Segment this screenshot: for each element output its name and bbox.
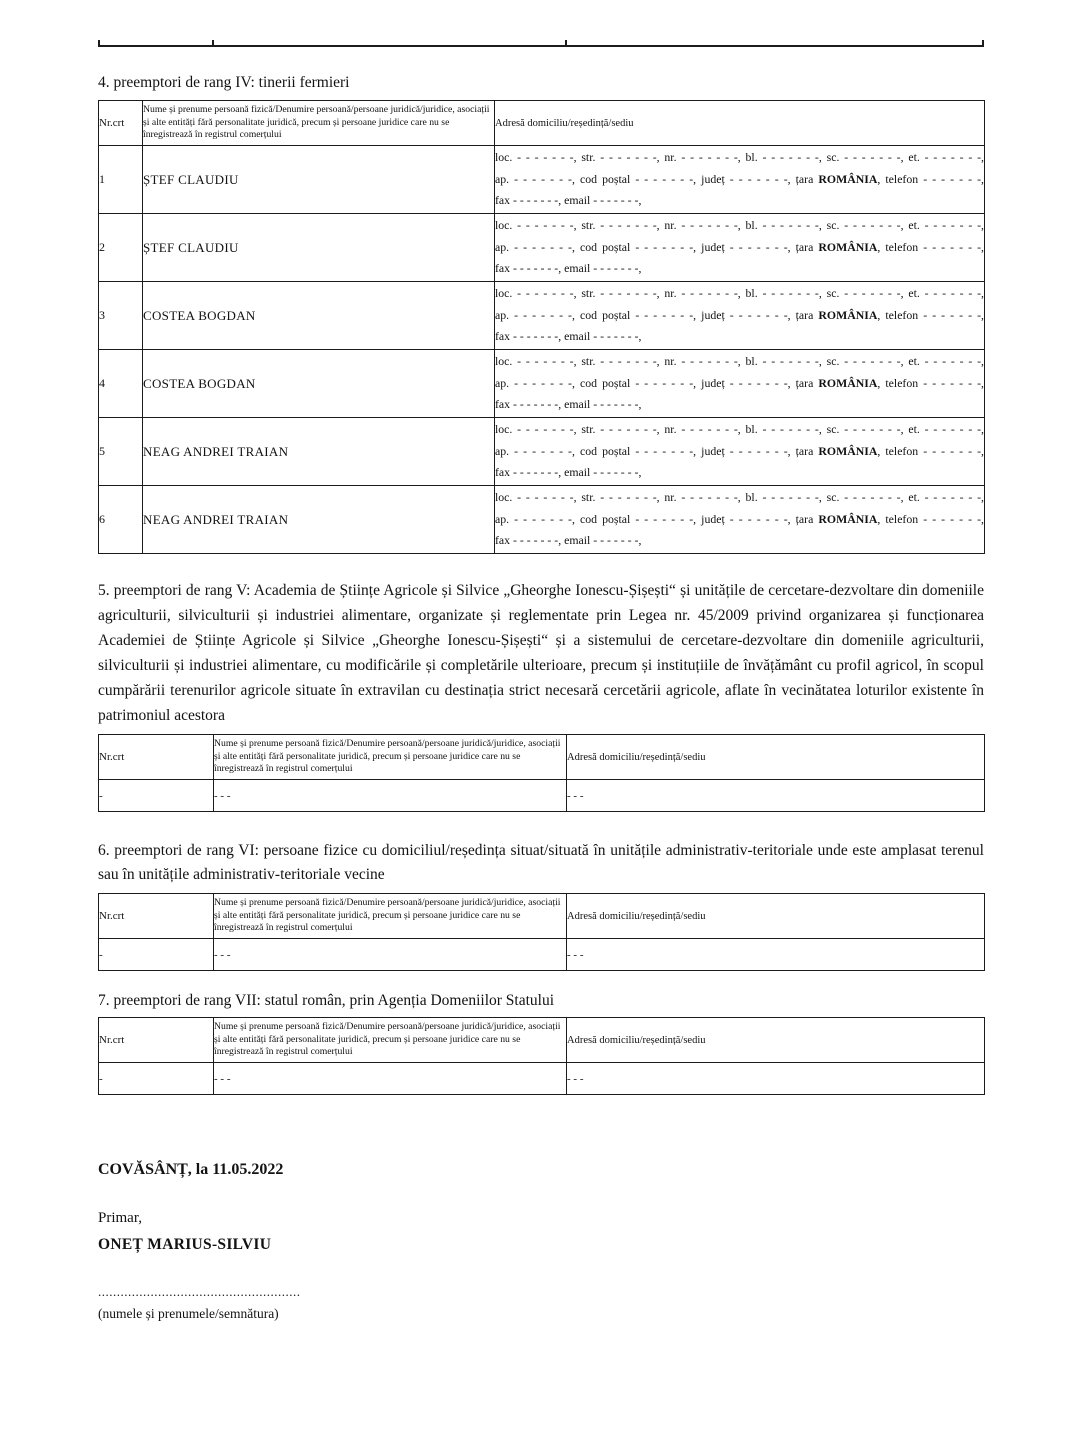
address-line-3: fax - - - - - - -, email - - - - - - -, — [495, 397, 642, 412]
row-number: 5 — [99, 418, 143, 486]
name-column-header: Nume și prenume persoană fizică/Denumire persoană/persoane juridică/juridice, asociații și alte entități fără personalitate juridică, precum și persoane juridice care nu se înregistrează în registrul comerțului — [214, 735, 567, 780]
table-edge-tick — [565, 40, 567, 45]
address-cell — [495, 214, 985, 282]
name-column-header: Nume și prenume persoană fizică/Denumire persoană/persoane juridică/juridice, asociații și alte entități fără personalitate juridică, precum și persoane juridice care nu se înregistrează în registrul comerțului — [214, 1018, 567, 1063]
table-header-row — [99, 735, 985, 780]
preemptor-name: COSTEA BOGDAN — [143, 350, 495, 418]
place-and-date: COVĂSÂNȚ, la 11.05.2022 — [98, 1161, 284, 1178]
row-number: 1 — [99, 146, 143, 214]
previous-page-table-bottom-edge — [98, 45, 984, 47]
address-line-1: loc. - - - - - - -, str. - - - - - - -, nr. - - - - - - -, bl. - - - - - - -, sc. - - - - - - -, et. - - - - - - -, — [495, 422, 984, 437]
section4-preemptors-table — [98, 100, 985, 554]
table-edge-tick — [982, 40, 984, 45]
country-name: ROMÂNIA — [818, 443, 878, 458]
document-page — [0, 45, 1079, 1445]
row-number: 4 — [99, 350, 143, 418]
address-column-header: Adresă domiciliu/reședință/sediu — [567, 735, 985, 780]
empty-table-row — [99, 1063, 985, 1095]
nr-column-header: Nr.crt — [99, 735, 214, 780]
address-cell — [495, 146, 985, 214]
address-line-1: loc. - - - - - - -, str. - - - - - - -, nr. - - - - - - -, bl. - - - - - - -, sc. - - - - - - -, et. - - - - - - -, — [495, 354, 984, 369]
preemptor-name: NEAG ANDREI TRAIAN — [143, 486, 495, 554]
country-name: ROMÂNIA — [818, 171, 878, 186]
nr-column-header: Nr.crt — [99, 1018, 214, 1063]
table-row — [99, 146, 985, 214]
row-number: - — [99, 780, 214, 812]
address-line-3: fax - - - - - - -, email - - - - - - -, — [495, 329, 642, 344]
name-column-header: Nume și prenume persoană fizică/Denumire persoană/persoane juridică/juridice, asociații și alte entități fără personalitate juridică, precum și persoane juridice care nu se înregistrează în registrul comerțului — [143, 101, 495, 146]
address-column-header: Adresă domiciliu/reședință/sediu — [567, 1018, 985, 1063]
section7-preemptors-table — [98, 1017, 985, 1095]
section5-preemptors-table — [98, 734, 985, 812]
name-column-header: Nume și prenume persoană fizică/Denumire persoană/persoane juridică/juridice, asociații și alte entități fără personalitate juridică, precum și persoane juridice care nu se înregistrează în registrul comerțului — [214, 894, 567, 939]
table-row — [99, 214, 985, 282]
address-cell — [495, 418, 985, 486]
address-column-header: Adresă domiciliu/reședință/sediu — [567, 894, 985, 939]
address-cell — [495, 282, 985, 350]
country-name: ROMÂNIA — [818, 239, 878, 254]
address-cell — [495, 486, 985, 554]
address-line-2: ap. - - - - - - -, cod poștal - - - - - - -, județ - - - - - - -, țara ROMÂNIA, telefon - - - - - - -, — [495, 239, 984, 254]
address-line-3: fax - - - - - - -, email - - - - - - -, — [495, 193, 642, 208]
preemptor-name: COSTEA BOGDAN — [143, 282, 495, 350]
row-number: 3 — [99, 282, 143, 350]
address-cell — [495, 350, 985, 418]
section7-heading: 7. preemptori de rang VII: statul român, prin Agenția Domeniilor Statului — [98, 992, 555, 1009]
row-number: 2 — [99, 214, 143, 282]
address-line-1: loc. - - - - - - -, str. - - - - - - -, nr. - - - - - - -, bl. - - - - - - -, sc. - - - - - - -, et. - - - - - - -, — [495, 286, 984, 301]
address-line-3: fax - - - - - - -, email - - - - - - -, — [495, 261, 642, 276]
preemptor-name: - - - — [214, 1063, 567, 1095]
signature-line: ...................................................... — [98, 1284, 301, 1299]
signer-name: ONEȚ MARIUS-SILVIU — [98, 1236, 272, 1253]
address-line-1: loc. - - - - - - -, str. - - - - - - -, nr. - - - - - - -, bl. - - - - - - -, sc. - - - - - - -, et. - - - - - - -, — [495, 490, 984, 505]
nr-column-header: Nr.crt — [99, 101, 143, 146]
preemptor-name: ȘTEF CLAUDIU — [143, 214, 495, 282]
section6-heading: 6. preemptori de rang VI: persoane fizice cu domiciliul/reședința situat/situată în unitățile administrativ-teritoriale unde este amplasat terenul sau în unitățile administrativ-teritoriale vecine — [98, 842, 984, 883]
country-name: ROMÂNIA — [818, 511, 878, 526]
address-line-1: loc. - - - - - - -, str. - - - - - - -, nr. - - - - - - -, bl. - - - - - - -, sc. - - - - - - -, et. - - - - - - -, — [495, 218, 984, 233]
address-cell: - - - — [567, 780, 985, 812]
table-row — [99, 350, 985, 418]
empty-table-row — [99, 939, 985, 971]
address-line-2: ap. - - - - - - -, cod poștal - - - - - - -, județ - - - - - - -, țara ROMÂNIA, telefon - - - - - - -, — [495, 171, 984, 186]
preemptor-name: ȘTEF CLAUDIU — [143, 146, 495, 214]
table-edge-tick — [212, 40, 214, 45]
address-line-2: ap. - - - - - - -, cod poștal - - - - - - -, județ - - - - - - -, țara ROMÂNIA, telefon - - - - - - -, — [495, 443, 984, 458]
table-header-row — [99, 1018, 985, 1063]
address-line-3: fax - - - - - - -, email - - - - - - -, — [495, 465, 642, 480]
address-line-3: fax - - - - - - -, email - - - - - - -, — [495, 533, 642, 548]
country-name: ROMÂNIA — [818, 307, 878, 322]
address-line-2: ap. - - - - - - -, cod poștal - - - - - - -, județ - - - - - - -, țara ROMÂNIA, telefon - - - - - - -, — [495, 307, 984, 322]
table-edge-tick — [98, 40, 100, 45]
row-number: 6 — [99, 486, 143, 554]
table-row — [99, 282, 985, 350]
empty-table-row — [99, 780, 985, 812]
address-column-header: Adresă domiciliu/reședință/sediu — [495, 101, 985, 146]
row-number: - — [99, 939, 214, 971]
table-header-row — [99, 101, 985, 146]
address-line-1: loc. - - - - - - -, str. - - - - - - -, nr. - - - - - - -, bl. - - - - - - -, sc. - - - - - - -, et. - - - - - - -, — [495, 150, 984, 165]
preemptor-name: - - - — [214, 939, 567, 971]
country-name: ROMÂNIA — [818, 375, 878, 390]
address-line-2: ap. - - - - - - -, cod poștal - - - - - - -, județ - - - - - - -, țara ROMÂNIA, telefon - - - - - - -, — [495, 511, 984, 526]
table-row — [99, 418, 985, 486]
table-header-row — [99, 894, 985, 939]
signature-caption: (numele și prenumele/semnătura) — [98, 1306, 279, 1321]
table-row — [99, 486, 985, 554]
section4-heading: 4. preemptori de rang IV: tinerii fermieri — [98, 74, 350, 91]
address-cell: - - - — [567, 1063, 985, 1095]
preemptor-name: - - - — [214, 780, 567, 812]
section5-heading: 5. preemptori de rang V: Academia de Științe Agricole și Silvice „Gheorghe Ionescu-Șișești“ și unitățile de cercetare-dezvoltare din domeniile agriculturii, silviculturii și industriei alimentare, organizate și reglementate prin Legea nr. 45/2009 privind organizarea și funcționarea Academiei de Științe Agricole și Silvice „Gheorghe Ionescu-Șișești“ și a sistemului de cercetare-dezvoltare din domeniile agriculturii, silviculturii și industriei alimentare, cu modificările și completările ulterioare, precum și instituțiile de învățământ cu profil agricol, în scopul cumpărării terenurilor agricole situate în extravilan cu destinația strict necesară cercetării agricole, aflate în vecinătatea loturilor existente în patrimoniul acestora — [98, 582, 984, 724]
preemptor-name: NEAG ANDREI TRAIAN — [143, 418, 495, 486]
signer-role: Primar, — [98, 1210, 142, 1226]
nr-column-header: Nr.crt — [99, 894, 214, 939]
address-cell: - - - — [567, 939, 985, 971]
row-number: - — [99, 1063, 214, 1095]
section6-preemptors-table — [98, 893, 985, 971]
address-line-2: ap. - - - - - - -, cod poștal - - - - - - -, județ - - - - - - -, țara ROMÂNIA, telefon - - - - - - -, — [495, 375, 984, 390]
